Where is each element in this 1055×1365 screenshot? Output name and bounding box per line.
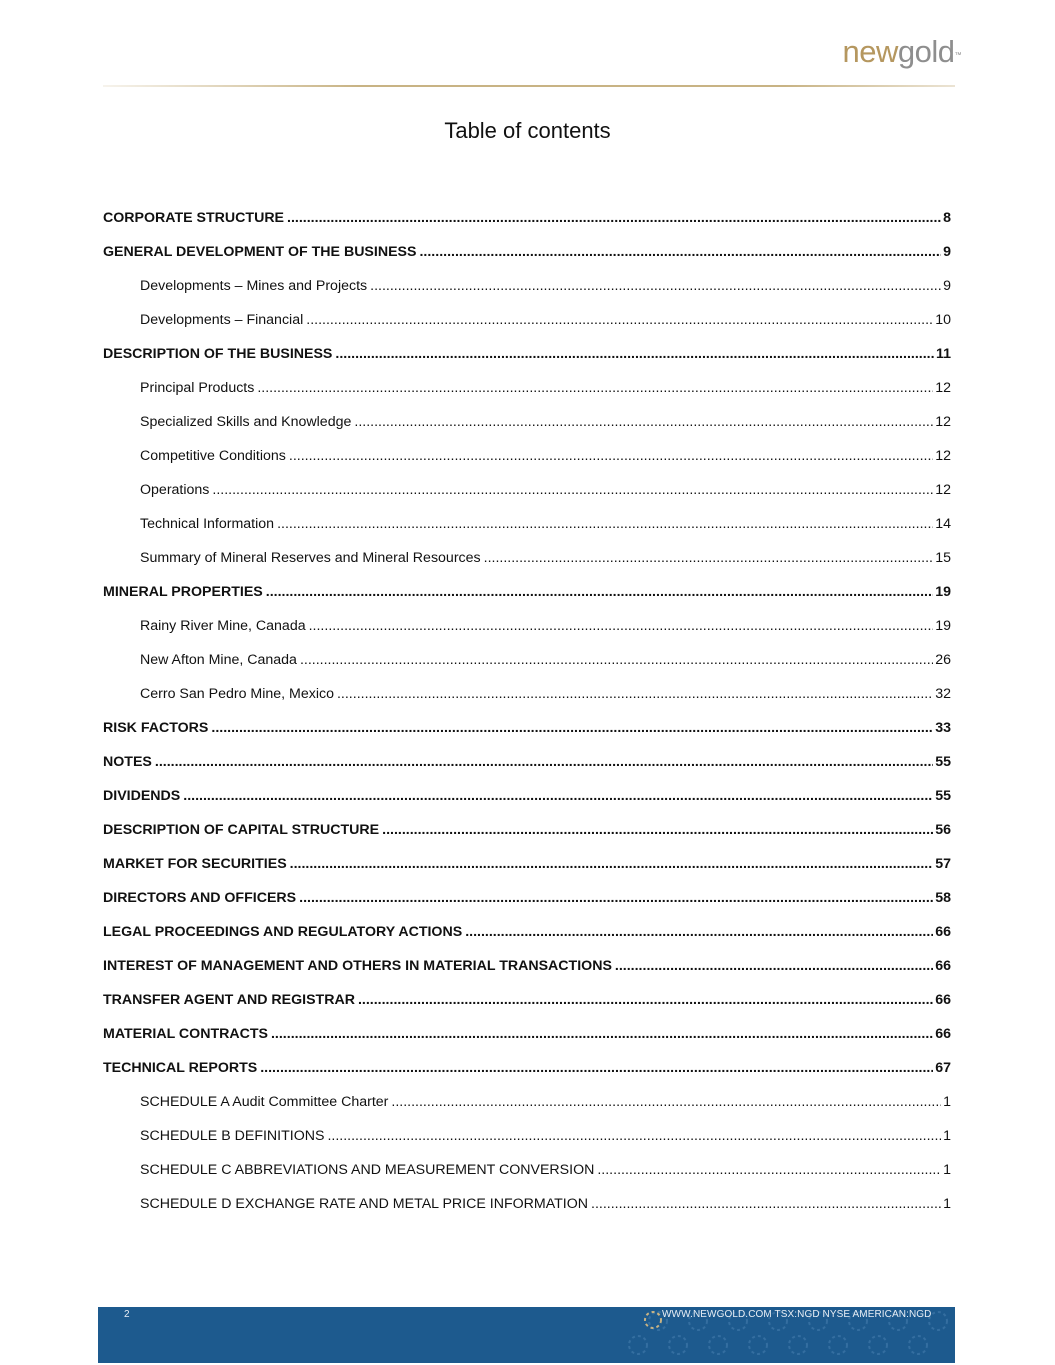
toc-entry[interactable] bbox=[103, 308, 951, 342]
toc-entry[interactable] bbox=[103, 1090, 951, 1124]
toc-entry-page: 12 bbox=[935, 482, 951, 498]
logo-new-text: new bbox=[842, 34, 898, 69]
toc-entry-label: Summary of Mineral Reserves and Mineral Resources bbox=[140, 550, 481, 566]
toc-entry[interactable] bbox=[103, 920, 951, 954]
toc-entry-page: 1 bbox=[943, 1128, 951, 1144]
toc-entry[interactable] bbox=[103, 988, 951, 1022]
toc-entry-label: Operations bbox=[140, 482, 210, 498]
dot-leader bbox=[465, 920, 933, 944]
toc-entry-page: 55 bbox=[935, 788, 951, 804]
dot-leader bbox=[212, 478, 933, 502]
dot-leader bbox=[257, 376, 933, 400]
toc-entry-label: RISK FACTORS bbox=[103, 720, 209, 736]
toc-entry-page: 12 bbox=[935, 448, 951, 464]
toc-entry-label: Technical Information bbox=[140, 516, 275, 532]
logo-trademark: ™ bbox=[954, 52, 961, 59]
dot-leader bbox=[382, 818, 933, 842]
toc-entry-page: 57 bbox=[935, 856, 951, 872]
dot-leader bbox=[419, 240, 941, 264]
toc-entry-label: Developments – Financial bbox=[140, 312, 304, 328]
dot-leader bbox=[597, 1158, 941, 1182]
toc-entry[interactable] bbox=[103, 512, 951, 546]
toc-entry[interactable] bbox=[103, 546, 951, 580]
toc-entry-label: INTEREST OF MANAGEMENT AND OTHERS IN MATERIAL TRANSACTIONS bbox=[103, 958, 612, 974]
toc-entry-label: Developments – Mines and Projects bbox=[140, 278, 368, 294]
toc-entry-page: 56 bbox=[935, 822, 951, 838]
toc-entry-page: 66 bbox=[935, 992, 951, 1008]
dot-leader bbox=[337, 682, 933, 706]
toc-entry-label: Specialized Skills and Knowledge bbox=[140, 414, 352, 430]
dot-leader bbox=[155, 750, 933, 774]
toc-entry-label: TECHNICAL REPORTS bbox=[103, 1060, 258, 1076]
dot-leader bbox=[327, 1124, 941, 1148]
toc-entry-label: DESCRIPTION OF CAPITAL STRUCTURE bbox=[103, 822, 380, 838]
toc-entry-page: 8 bbox=[943, 210, 951, 226]
toc-entry[interactable] bbox=[103, 1056, 951, 1090]
toc-entry[interactable] bbox=[103, 240, 951, 274]
toc-entry[interactable] bbox=[103, 750, 951, 784]
toc-entry-page: 1 bbox=[943, 1094, 951, 1110]
dot-leader bbox=[289, 444, 933, 468]
dot-leader bbox=[266, 580, 933, 604]
toc-entry-page: 26 bbox=[935, 652, 951, 668]
toc-entry[interactable] bbox=[103, 852, 951, 886]
toc-entry-label: Rainy River Mine, Canada bbox=[140, 618, 306, 634]
toc-entry-label: DIRECTORS AND OFFICERS bbox=[103, 890, 297, 906]
toc-entry-page: 19 bbox=[935, 618, 951, 634]
toc-entry-label: LEGAL PROCEEDINGS AND REGULATORY ACTIONS bbox=[103, 924, 463, 940]
dot-leader bbox=[370, 274, 941, 298]
toc-entry[interactable] bbox=[103, 818, 951, 852]
toc-entry[interactable] bbox=[103, 716, 951, 750]
toc-entry[interactable] bbox=[103, 580, 951, 614]
toc-entry[interactable] bbox=[103, 886, 951, 920]
toc-entry-page: 58 bbox=[935, 890, 951, 906]
toc-entry[interactable] bbox=[103, 376, 951, 410]
dot-leader bbox=[300, 648, 933, 672]
toc-entry[interactable] bbox=[103, 444, 951, 478]
dot-leader bbox=[271, 1022, 933, 1046]
toc-entry[interactable] bbox=[103, 478, 951, 512]
toc-entry[interactable] bbox=[103, 648, 951, 682]
dot-leader bbox=[277, 512, 933, 536]
toc-entry-page: 10 bbox=[935, 312, 951, 328]
dot-leader bbox=[335, 342, 934, 366]
toc-entry-page: 67 bbox=[935, 1060, 951, 1076]
toc-entry-label: MATERIAL CONTRACTS bbox=[103, 1026, 268, 1042]
toc-entry-label: Principal Products bbox=[140, 380, 255, 396]
toc-entry-label: MINERAL PROPERTIES bbox=[103, 584, 263, 600]
page-number: 2 bbox=[124, 1309, 130, 1320]
toc-entry[interactable] bbox=[103, 1124, 951, 1158]
dot-leader bbox=[287, 206, 941, 230]
toc-entry-page: 12 bbox=[935, 380, 951, 396]
toc-entry[interactable] bbox=[103, 614, 951, 648]
toc-entry-page: 66 bbox=[935, 1026, 951, 1042]
table-of-contents bbox=[103, 206, 951, 1226]
dot-leader bbox=[615, 954, 933, 978]
page-title: Table of contents bbox=[444, 118, 611, 143]
toc-entry-page: 66 bbox=[935, 958, 951, 974]
toc-entry-page: 9 bbox=[943, 244, 951, 260]
toc-entry[interactable] bbox=[103, 1192, 951, 1226]
toc-entry-label: SCHEDULE D EXCHANGE RATE AND METAL PRICE INFORMATION bbox=[140, 1196, 589, 1212]
dot-leader bbox=[306, 308, 933, 332]
dot-leader bbox=[299, 886, 933, 910]
toc-entry-page: 1 bbox=[943, 1196, 951, 1212]
toc-entry[interactable] bbox=[103, 1158, 951, 1192]
toc-entry-label: DESCRIPTION OF THE BUSINESS bbox=[103, 346, 333, 362]
toc-entry[interactable] bbox=[103, 274, 951, 308]
toc-entry-label: NOTES bbox=[103, 754, 152, 770]
dot-leader bbox=[591, 1192, 941, 1216]
toc-entry-label: CORPORATE STRUCTURE bbox=[103, 210, 285, 226]
footer-contact: WWW.NEWGOLD.COM TSX:NGD NYSE AMERICAN:NGD bbox=[662, 1309, 932, 1320]
toc-entry[interactable] bbox=[103, 206, 951, 240]
toc-entry-label: GENERAL DEVELOPMENT OF THE BUSINESS bbox=[103, 244, 417, 260]
toc-entry-label: SCHEDULE C ABBREVIATIONS AND MEASUREMENT CONVERSION bbox=[140, 1162, 595, 1178]
toc-entry-label: Competitive Conditions bbox=[140, 448, 286, 464]
dot-leader bbox=[211, 716, 933, 740]
toc-entry-page: 32 bbox=[935, 686, 951, 702]
toc-entry-page: 33 bbox=[935, 720, 951, 736]
toc-entry-label: New Afton Mine, Canada bbox=[140, 652, 297, 668]
newgold-logo bbox=[843, 32, 961, 72]
dot-leader bbox=[354, 410, 933, 434]
toc-entry[interactable] bbox=[103, 342, 951, 376]
toc-entry-page: 55 bbox=[935, 754, 951, 770]
toc-entry-page: 19 bbox=[935, 584, 951, 600]
toc-entry-page: 66 bbox=[935, 924, 951, 940]
logo-gold-text: gold bbox=[897, 34, 955, 69]
toc-entry[interactable] bbox=[103, 410, 951, 444]
toc-entry-page: 11 bbox=[936, 346, 951, 362]
toc-entry-label: SCHEDULE B DEFINITIONS bbox=[140, 1128, 325, 1144]
header-divider bbox=[103, 85, 955, 87]
dot-leader bbox=[391, 1090, 941, 1114]
toc-entry-page: 1 bbox=[943, 1162, 951, 1178]
toc-entry[interactable] bbox=[103, 784, 951, 818]
dot-leader bbox=[183, 784, 933, 808]
dot-leader bbox=[290, 852, 934, 876]
toc-entry-page: 15 bbox=[935, 550, 951, 566]
dot-leader bbox=[484, 546, 934, 570]
toc-entry-label: DIVIDENDS bbox=[103, 788, 181, 804]
toc-entry-page: 14 bbox=[935, 516, 951, 532]
toc-entry-label: TRANSFER AGENT AND REGISTRAR bbox=[103, 992, 355, 1008]
dot-leader bbox=[358, 988, 933, 1012]
toc-entry[interactable] bbox=[103, 1022, 951, 1056]
toc-entry-label: MARKET FOR SECURITIES bbox=[103, 856, 287, 872]
toc-entry[interactable] bbox=[103, 954, 951, 988]
dot-leader bbox=[309, 614, 934, 638]
toc-entry[interactable] bbox=[103, 682, 951, 716]
toc-entry-page: 9 bbox=[943, 278, 951, 294]
toc-entry-page: 12 bbox=[935, 414, 951, 430]
toc-entry-label: SCHEDULE A Audit Committee Charter bbox=[140, 1094, 389, 1110]
toc-entry-label: Cerro San Pedro Mine, Mexico bbox=[140, 686, 334, 702]
dot-leader bbox=[260, 1056, 933, 1080]
